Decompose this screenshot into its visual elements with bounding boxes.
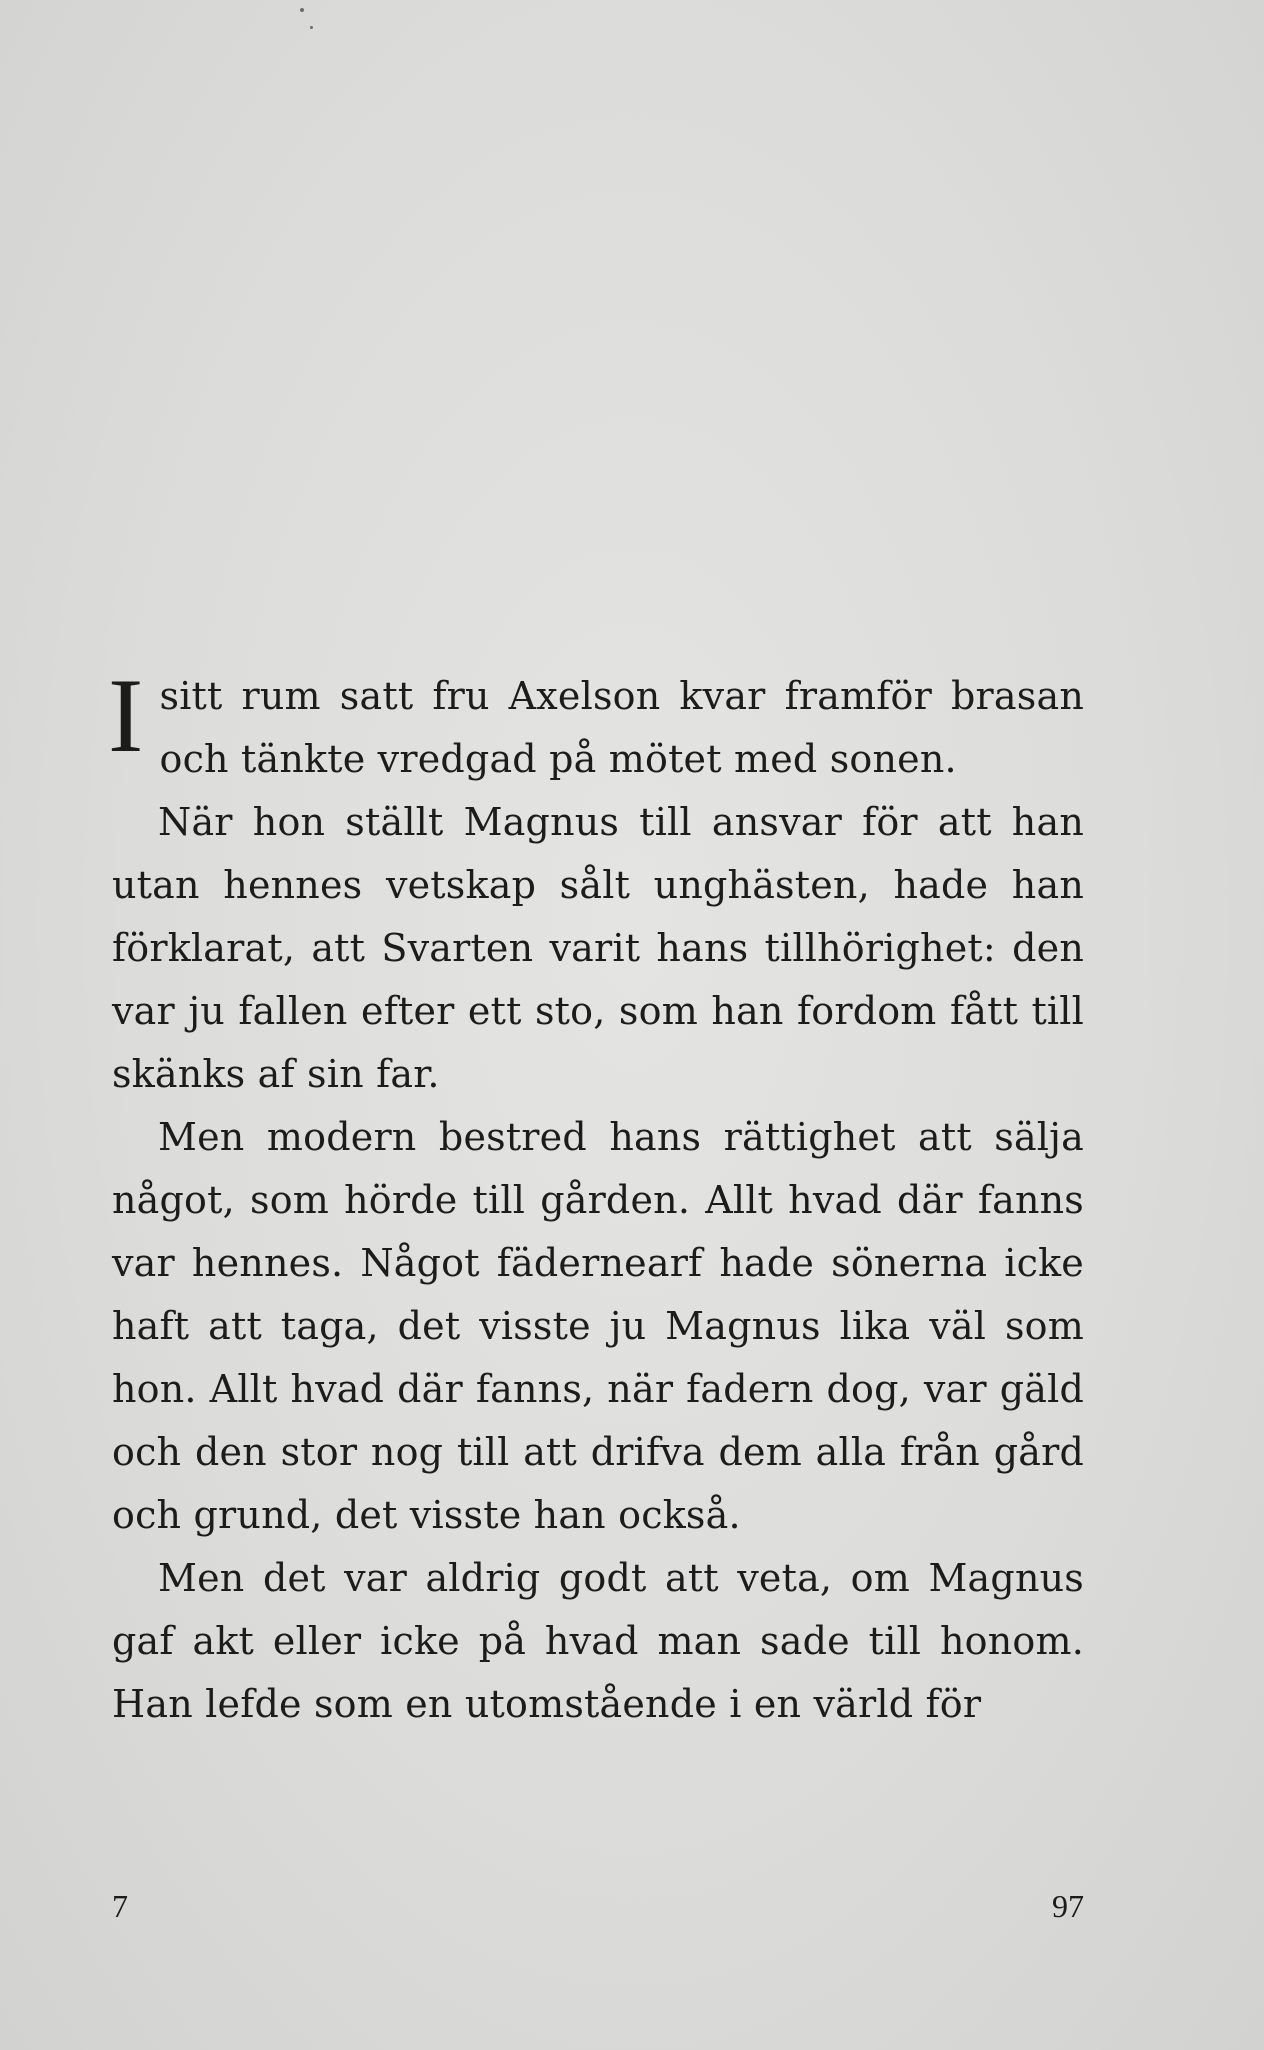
paragraph-3: Men modern bestred hans rättighet att sälja något, som hörde till gården. Allt hvad där fanns var hennes. Något fädernearf hade sönerna icke haft att taga, det visste ju Magnus lika väl som hon. Allt hvad där fanns, när fadern dog, var gäld och den stor nog till att drifva dem alla från gård och grund, det visste han också. xyxy=(112,1115,1084,1537)
paragraph-1 xyxy=(108,657,1084,791)
page-number: 97 xyxy=(1052,1888,1084,1924)
paragraph-1-text: sitt rum satt fru Axelson kvar framför brasan och tänkte vredgad på mötet med sonen. xyxy=(159,674,1084,781)
print-speck xyxy=(310,26,313,29)
paragraph-4: Men det var aldrig godt att veta, om Magnus gaf akt eller icke på hvad man sade till honom. Han lefde som en utomstående i en värld för xyxy=(112,1556,1084,1726)
drop-cap: I xyxy=(108,657,144,774)
print-speck xyxy=(300,8,304,12)
body-text xyxy=(108,657,1084,1736)
paragraph-2: När hon ställt Magnus till ansvar för att han utan hennes vetskap sålt unghästen, hade han förklarat, att Svarten varit hans tillhörighet: den var ju fallen efter ett sto, som han fordom fått till skänks af sin far. xyxy=(112,800,1084,1096)
signature-mark: 7 xyxy=(112,1888,128,1924)
